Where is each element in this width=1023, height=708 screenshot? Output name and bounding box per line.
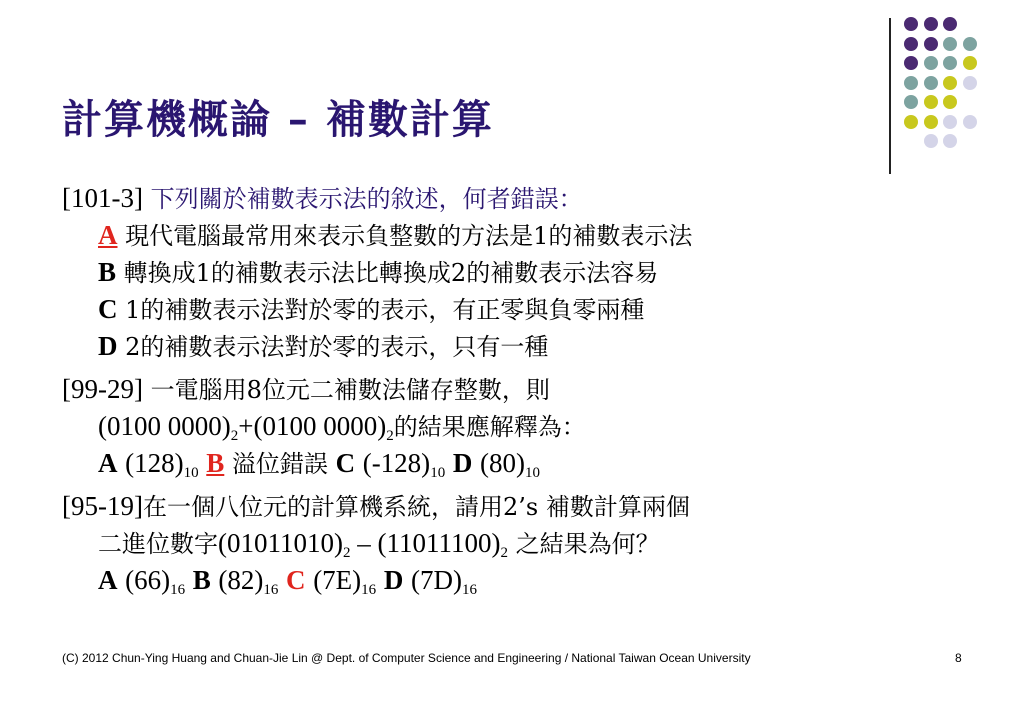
decorative-dot — [924, 17, 938, 31]
question-code: [95-19] — [62, 491, 143, 521]
decorative-dot — [943, 76, 957, 90]
option-text: 2的補數表示法對於零的表示，只有一種 — [125, 333, 549, 361]
decorative-dot — [943, 115, 957, 129]
option-text: 轉換成1的補數表示法比轉換成2的補數表示法容易 — [123, 259, 659, 287]
decorative-dot — [963, 37, 977, 51]
option-letter: B — [206, 448, 225, 478]
decorative-dot — [963, 76, 977, 90]
question-95-19 — [62, 488, 1002, 599]
decorative-dot — [924, 115, 938, 129]
decorative-dot — [963, 56, 977, 70]
question-expression: 二進位數字$(01011010)_2 - (11011100)_2$ 之結果為何？ — [98, 528, 660, 561]
option-letter: C — [335, 448, 356, 478]
option-a — [62, 217, 1002, 254]
divider-line — [889, 18, 891, 174]
question-stem: 在一個八位元的計算機系統，請用2’s 補數計算兩個 — [142, 493, 690, 521]
decorative-dot — [904, 37, 918, 51]
option-text: 1的補數表示法對於零的表示，有正零與負零兩種 — [125, 296, 645, 324]
decorative-dot — [904, 56, 918, 70]
option-letter: A — [98, 448, 118, 478]
decorative-dot — [943, 37, 957, 51]
question-stem: 下列關於補數表示法的敘述，何者錯誤： — [150, 185, 583, 213]
option-letter: D — [383, 565, 404, 595]
decorative-dot — [904, 17, 918, 31]
slide-footer: (C) 2012 Chun-Ying Huang and Chuan-Jie Lin @ Dept. of Computer Science and Engineering / National Taiwan Ocean University — [62, 651, 751, 665]
option-value: 溢位錯誤 — [231, 450, 328, 478]
decorative-dot — [963, 115, 977, 129]
option-letter: A — [98, 565, 118, 595]
question-stem: 一電腦用8位元二補數法儲存整數，則 — [150, 376, 550, 404]
option-letter: D — [452, 448, 473, 478]
decorative-dot — [943, 134, 957, 148]
option-letter: A — [98, 220, 118, 250]
option-c — [62, 291, 1002, 328]
option-letter: B — [98, 257, 117, 287]
option-text: 現代電腦最常用來表示負整數的方法是1的補數表示法 — [125, 222, 693, 250]
option-value: (80) — [479, 448, 525, 478]
option-d — [62, 328, 1002, 365]
question-99-29 — [62, 371, 1002, 482]
decorative-dot — [924, 37, 938, 51]
decorative-dot — [943, 56, 957, 70]
question-code: [101-3] — [62, 183, 143, 213]
question-101-3 — [62, 180, 1002, 365]
question-expression: (0100 $0000)_2+(0100$ $0000)_2$的結果應解釋為： — [98, 411, 586, 444]
option-letter: B — [192, 565, 211, 595]
option-value: (7D) — [410, 565, 462, 595]
slide-body — [62, 180, 1002, 599]
decorative-dot — [904, 95, 918, 109]
option-value: (7E) — [313, 565, 362, 595]
option-row: A $(128)_{10}$ B 溢位錯誤 C $(-128)_{10}$ D $(80)_{10}$ — [98, 448, 540, 481]
option-letter: D — [98, 331, 118, 361]
decorative-dot — [943, 17, 957, 31]
option-value: (66) — [125, 565, 171, 595]
option-value: (128) — [125, 448, 184, 478]
decorative-dot — [904, 115, 918, 129]
decorative-dot — [924, 56, 938, 70]
option-value: (-128) — [362, 448, 431, 478]
decorative-dot — [904, 76, 918, 90]
decorative-dot — [924, 95, 938, 109]
option-value: (82) — [218, 565, 264, 595]
decorative-dot — [924, 76, 938, 90]
option-letter: C — [286, 565, 306, 595]
slide-title: 計算機概論 – 補數計算 — [62, 96, 494, 143]
decorative-dot — [943, 95, 957, 109]
option-row: A $(66)_{16}$ B $(82)_{16}$ C $(7E)_{16}$ D $(7D)_{16}$ — [98, 565, 477, 598]
option-letter: C — [98, 294, 118, 324]
question-code: [99-29] — [62, 374, 143, 404]
page-number: 8 — [955, 651, 962, 665]
option-b — [62, 254, 1002, 291]
decorative-dot — [924, 134, 938, 148]
